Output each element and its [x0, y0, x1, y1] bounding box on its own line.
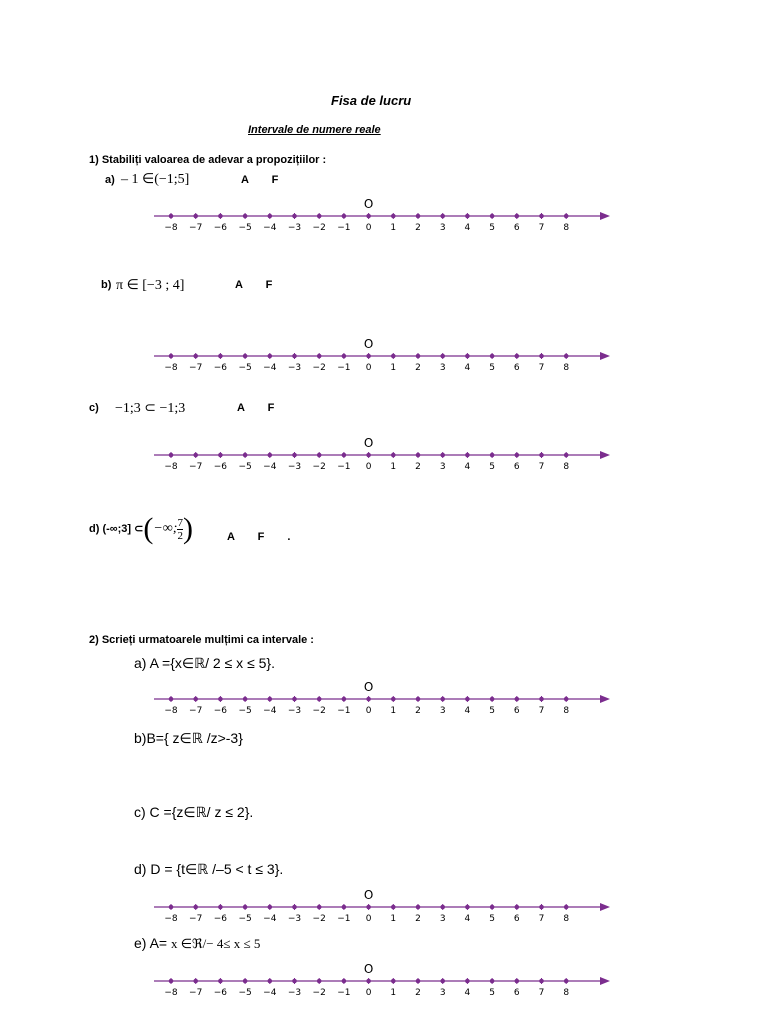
tick-dot: [391, 453, 396, 458]
ex2-b-text: b)B={ z∈ℝ /z>-3}: [134, 730, 243, 746]
tick-label: 6: [513, 223, 520, 233]
tick-label: −2: [312, 706, 326, 716]
tick-label: −6: [213, 914, 228, 924]
tick-dot: [243, 979, 248, 984]
tick-label: −3: [287, 706, 302, 716]
tick-dot: [391, 697, 396, 702]
tick-dot: [268, 453, 273, 458]
tick-label: −6: [213, 706, 228, 716]
origin-label: O: [363, 888, 374, 902]
ex1-c-math: −1;3 ⊂ −1;3: [115, 401, 186, 416]
tick-label: −6: [213, 223, 228, 233]
tick-dot: [218, 905, 223, 910]
tick-dot: [169, 354, 174, 359]
tick-label: 1: [390, 988, 397, 998]
tick-dot: [193, 354, 198, 359]
tick-dot: [539, 453, 544, 458]
tick-label: 4: [464, 223, 471, 233]
tick-label: 5: [489, 988, 495, 998]
tick-label: 0: [365, 914, 372, 924]
tick-dot: [391, 214, 396, 219]
tick-label: −4: [263, 223, 277, 233]
tick-label: 5: [489, 462, 495, 472]
tick-dot: [564, 354, 569, 359]
number-line-svg: [150, 678, 620, 718]
tick-dot: [342, 697, 347, 702]
page-title: Fisa de lucru: [331, 93, 412, 108]
tick-dot: [317, 979, 322, 984]
tick-label: 7: [538, 462, 545, 472]
tick-dot: [465, 354, 470, 359]
tick-dot: [539, 214, 544, 219]
ex1-d-numerator: 7: [177, 516, 183, 529]
tick-label: 8: [563, 223, 570, 233]
tick-label: −7: [189, 914, 203, 924]
tick-label: −1: [337, 988, 351, 998]
tick-label: 7: [538, 988, 545, 998]
tick-label: 5: [489, 706, 495, 716]
tick-dot: [169, 697, 174, 702]
tick-dot: [465, 905, 470, 910]
tick-label: 4: [464, 363, 471, 373]
tick-dot: [564, 905, 569, 910]
tick-dot: [416, 697, 421, 702]
tick-label: 1: [390, 363, 397, 373]
tick-label: 3: [439, 462, 446, 472]
tick-dot: [243, 905, 248, 910]
ex2-d-text: d) D = {t∈ℝ /–5 < t ≤ 3}.: [134, 861, 284, 877]
ex1-c-expression: [115, 399, 185, 417]
tick-label: 4: [464, 988, 471, 998]
number-line-5: [150, 886, 620, 926]
tick-label: 3: [439, 223, 446, 233]
ex1-a-true-false: A F: [241, 174, 279, 186]
tick-dot: [342, 354, 347, 359]
tick-label: 7: [538, 706, 545, 716]
tick-dot: [169, 214, 174, 219]
tick-label: 2: [415, 223, 421, 233]
tick-label: 7: [538, 223, 545, 233]
tick-dot: [539, 905, 544, 910]
ex1-a-math: – 1 ∈(−1;5]: [121, 172, 190, 187]
tick-label: 0: [365, 988, 372, 998]
tick-dot: [243, 697, 248, 702]
tick-label: 0: [365, 706, 372, 716]
ex2-e-math: x ∈ℜ/− 4≤ x ≤ 5: [170, 936, 261, 951]
number-line-arrow: [600, 903, 610, 911]
ex1-a-expression: [121, 171, 189, 188]
tick-dot: [515, 453, 520, 458]
tick-dot: [342, 453, 347, 458]
tick-dot: [292, 453, 297, 458]
tick-label: −7: [189, 223, 203, 233]
tick-label: 6: [513, 363, 520, 373]
number-line-arrow: [600, 451, 610, 459]
tick-label: 2: [415, 363, 421, 373]
tick-label: 3: [439, 914, 446, 924]
tick-label: 0: [365, 363, 372, 373]
tick-dot: [465, 697, 470, 702]
tick-label: 5: [489, 914, 495, 924]
tick-label: −3: [287, 223, 302, 233]
tick-dot: [391, 905, 396, 910]
tick-dot: [416, 979, 421, 984]
tick-dot: [292, 354, 297, 359]
tick-dot: [366, 354, 371, 359]
tick-label: −6: [213, 462, 228, 472]
tick-dot: [366, 905, 371, 910]
tick-dot: [465, 979, 470, 984]
tick-label: 6: [513, 914, 520, 924]
number-line-4: [150, 678, 620, 718]
tick-dot: [317, 354, 322, 359]
ex1-d-prefix: (-∞;3] ⊂: [102, 522, 144, 535]
tick-dot: [366, 979, 371, 984]
tick-dot: [193, 453, 198, 458]
tick-label: −4: [263, 363, 277, 373]
ex1-b-true-false: A F: [235, 279, 273, 291]
tick-label: −4: [263, 706, 277, 716]
tick-label: −4: [263, 914, 277, 924]
tick-dot: [440, 697, 445, 702]
tick-label: −1: [337, 462, 351, 472]
tick-dot: [366, 697, 371, 702]
exercise-2-heading: 2) Scrieți urmatoarele mulțimi ca intervale :: [89, 634, 314, 646]
tick-label: 8: [563, 914, 570, 924]
tick-dot: [564, 214, 569, 219]
tick-label: 5: [489, 223, 495, 233]
tick-dot: [515, 905, 520, 910]
tick-dot: [218, 697, 223, 702]
tick-label: 2: [415, 462, 421, 472]
tick-dot: [440, 453, 445, 458]
ex2-e-text: [134, 935, 260, 952]
tick-dot: [169, 453, 174, 458]
tick-dot: [366, 214, 371, 219]
tick-label: −3: [287, 462, 302, 472]
tick-label: −4: [263, 988, 277, 998]
tick-dot: [416, 453, 421, 458]
tick-dot: [342, 214, 347, 219]
tick-dot: [243, 214, 248, 219]
tick-label: 3: [439, 363, 446, 373]
tick-label: −3: [287, 988, 302, 998]
tick-label: 3: [439, 706, 446, 716]
tick-dot: [490, 979, 495, 984]
tick-label: 4: [464, 914, 471, 924]
tick-dot: [317, 905, 322, 910]
ex1-d-expression: [89, 512, 193, 546]
tick-dot: [218, 979, 223, 984]
tick-dot: [243, 453, 248, 458]
tick-label: 5: [489, 363, 495, 373]
tick-label: −1: [337, 363, 351, 373]
tick-label: −8: [164, 706, 178, 716]
tick-label: −5: [238, 462, 252, 472]
tick-dot: [564, 979, 569, 984]
tick-dot: [193, 905, 198, 910]
tick-label: 2: [415, 914, 421, 924]
origin-label: O: [363, 962, 374, 976]
tick-dot: [169, 979, 174, 984]
origin-label: O: [363, 337, 374, 351]
tick-label: −1: [337, 223, 351, 233]
tick-dot: [465, 453, 470, 458]
tick-dot: [268, 214, 273, 219]
tick-label: −7: [189, 462, 203, 472]
number-line-6: [150, 960, 620, 1000]
ex1-d-inner: −∞;: [153, 520, 178, 536]
tick-dot: [490, 453, 495, 458]
tick-label: −5: [238, 914, 252, 924]
tick-label: 1: [390, 223, 397, 233]
tick-dot: [317, 214, 322, 219]
tick-dot: [391, 354, 396, 359]
number-line-arrow: [600, 212, 610, 220]
tick-dot: [218, 214, 223, 219]
ex2-e-label: e) A=: [134, 935, 168, 951]
ex1-d-denominator: 2: [177, 529, 183, 542]
tick-label: −1: [337, 706, 351, 716]
tick-dot: [490, 905, 495, 910]
number-line-arrow: [600, 977, 610, 985]
tick-label: −5: [238, 363, 252, 373]
tick-label: 3: [439, 988, 446, 998]
tick-label: 2: [415, 706, 421, 716]
tick-dot: [268, 697, 273, 702]
tick-dot: [539, 354, 544, 359]
tick-dot: [515, 354, 520, 359]
ex1-d-label: d): [89, 522, 100, 535]
tick-dot: [391, 979, 396, 984]
tick-dot: [193, 214, 198, 219]
tick-dot: [515, 697, 520, 702]
tick-label: 7: [538, 363, 545, 373]
tick-label: 0: [365, 462, 372, 472]
origin-label: O: [363, 436, 374, 450]
tick-dot: [268, 979, 273, 984]
ex1-a-label: a): [105, 174, 115, 186]
exercise-1-heading: 1) Stabiliți valoarea de adevar a propozițiilor :: [89, 154, 327, 166]
tick-label: 1: [390, 462, 397, 472]
number-line-svg: [150, 434, 620, 474]
tick-dot: [218, 354, 223, 359]
tick-label: −2: [312, 462, 326, 472]
tick-dot: [564, 697, 569, 702]
ex1-c-label: c): [89, 402, 99, 414]
tick-label: 6: [513, 988, 520, 998]
tick-label: 1: [390, 706, 397, 716]
tick-dot: [292, 697, 297, 702]
tick-label: −2: [312, 914, 326, 924]
tick-dot: [515, 214, 520, 219]
ex1-c-true-false: A F: [237, 402, 275, 414]
tick-label: 2: [415, 988, 421, 998]
tick-dot: [366, 453, 371, 458]
tick-label: 7: [538, 914, 545, 924]
tick-label: 4: [464, 706, 471, 716]
tick-label: −8: [164, 462, 178, 472]
tick-dot: [490, 354, 495, 359]
number-line-2: [150, 335, 620, 375]
tick-dot: [416, 354, 421, 359]
tick-label: 8: [563, 988, 570, 998]
tick-label: 6: [513, 706, 520, 716]
number-line-svg: [150, 960, 620, 1000]
tick-dot: [440, 214, 445, 219]
tick-dot: [342, 979, 347, 984]
tick-dot: [243, 354, 248, 359]
tick-dot: [416, 905, 421, 910]
ex1-d-open-paren: (: [143, 512, 154, 545]
tick-dot: [193, 979, 198, 984]
tick-label: 4: [464, 462, 471, 472]
tick-dot: [440, 354, 445, 359]
number-line-arrow: [600, 695, 610, 703]
tick-label: −6: [213, 363, 228, 373]
tick-dot: [465, 214, 470, 219]
ex1-d-close-paren: ): [182, 512, 193, 545]
tick-dot: [440, 979, 445, 984]
ex1-b-expression: [116, 276, 184, 294]
tick-label: −3: [287, 363, 302, 373]
tick-label: 1: [390, 914, 397, 924]
tick-dot: [292, 979, 297, 984]
tick-dot: [292, 214, 297, 219]
tick-dot: [342, 905, 347, 910]
ex2-c-text: c) C ={z∈ℝ/ z ≤ 2}.: [134, 804, 254, 820]
tick-dot: [539, 697, 544, 702]
page-subtitle: Intervale de numere reale: [248, 124, 381, 136]
origin-label: O: [363, 680, 374, 694]
tick-label: −7: [189, 363, 203, 373]
tick-label: −7: [189, 988, 203, 998]
tick-label: −7: [189, 706, 203, 716]
tick-label: −6: [213, 988, 228, 998]
tick-dot: [218, 453, 223, 458]
tick-dot: [490, 697, 495, 702]
tick-dot: [169, 905, 174, 910]
tick-label: −5: [238, 988, 252, 998]
tick-label: −8: [164, 988, 178, 998]
tick-dot: [539, 979, 544, 984]
ex2-a-text: a) A ={x∈ℝ/ 2 ≤ x ≤ 5}.: [134, 655, 275, 671]
tick-dot: [515, 979, 520, 984]
tick-label: −2: [312, 223, 326, 233]
tick-label: −2: [312, 988, 326, 998]
tick-dot: [292, 905, 297, 910]
ex1-b-math: π ∈ [−3 ; 4]: [116, 278, 185, 293]
number-line-svg: [150, 335, 620, 375]
number-line-svg: [150, 195, 620, 235]
tick-label: 6: [513, 462, 520, 472]
tick-label: 8: [563, 462, 570, 472]
tick-label: 0: [365, 223, 372, 233]
ex1-b-label: b): [101, 279, 112, 291]
number-line-arrow: [600, 352, 610, 360]
tick-dot: [193, 697, 198, 702]
number-line-3: [150, 434, 620, 474]
tick-dot: [268, 354, 273, 359]
tick-label: −8: [164, 914, 178, 924]
tick-label: 8: [563, 706, 570, 716]
tick-label: −8: [164, 363, 178, 373]
origin-label: O: [363, 197, 374, 211]
tick-dot: [440, 905, 445, 910]
tick-label: −5: [238, 706, 252, 716]
tick-dot: [317, 453, 322, 458]
tick-dot: [268, 905, 273, 910]
tick-label: −2: [312, 363, 326, 373]
tick-label: −8: [164, 223, 178, 233]
tick-label: −4: [263, 462, 277, 472]
tick-dot: [317, 697, 322, 702]
number-line-1: [150, 195, 620, 235]
tick-dot: [416, 214, 421, 219]
tick-label: −1: [337, 914, 351, 924]
tick-label: −3: [287, 914, 302, 924]
number-line-svg: [150, 886, 620, 926]
tick-dot: [564, 453, 569, 458]
tick-dot: [490, 214, 495, 219]
tick-label: −5: [238, 223, 252, 233]
ex1-d-true-false: A F .: [227, 531, 291, 543]
tick-label: 8: [563, 363, 570, 373]
